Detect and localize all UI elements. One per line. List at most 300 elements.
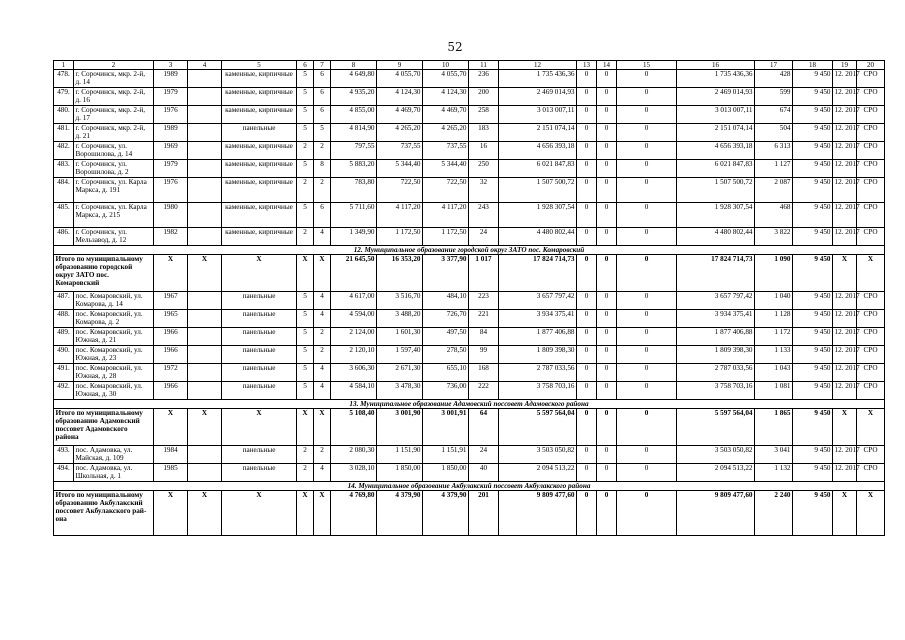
residential-area: 1 172,50 (423, 228, 469, 246)
row-number: 486. (54, 228, 74, 246)
repair-cost: 6 021 847,83 (499, 160, 577, 178)
blank (188, 142, 222, 160)
zero-value: 0 (597, 382, 617, 400)
completion-date: 12. 2017 (833, 203, 857, 228)
repair-cost: 1 507 500,72 (499, 178, 577, 203)
zero-value: 0 (597, 203, 617, 228)
zero-value: 0 (617, 178, 677, 203)
total-area: 4 617,00 (331, 292, 377, 310)
row-number: 479. (54, 88, 74, 106)
zero-value: 0 (577, 310, 597, 328)
completion-date: 12. 2017 (833, 178, 857, 203)
zero-value: 0 (597, 70, 617, 88)
completion-date: 12. 2017 (833, 346, 857, 364)
limit-cost: 9 450 (793, 160, 833, 178)
zero-value: 0 (597, 124, 617, 142)
x-mark: X (833, 255, 857, 292)
x-mark: X (857, 409, 885, 446)
row-number: 494. (54, 464, 74, 482)
repair-cost: 5 597 564,04 (499, 409, 577, 446)
entrances: 4 (314, 228, 331, 246)
limit-cost: 9 450 (793, 464, 833, 482)
wall-material: панельные (222, 310, 297, 328)
residential-area: 726,70 (423, 310, 469, 328)
x-mark: X (297, 409, 314, 446)
table-row (54, 310, 885, 328)
wall-material: каменные, кирпичные (222, 228, 297, 246)
completion-date: 12. 2017 (833, 160, 857, 178)
build-year: 1989 (154, 124, 188, 142)
zero-value: 0 (597, 346, 617, 364)
cost-per-sqm: 1 040 (755, 292, 793, 310)
column-number: 6 (297, 61, 314, 70)
column-number: 4 (188, 61, 222, 70)
zero-value: 0 (617, 228, 677, 246)
row-number: 493. (54, 446, 74, 464)
column-number: 9 (377, 61, 423, 70)
living-area: 1 601,30 (377, 328, 423, 346)
wall-material: каменные, кирпичные (222, 106, 297, 124)
residents: 1 017 (469, 255, 499, 292)
zero-value: 0 (597, 310, 617, 328)
residents: 64 (469, 409, 499, 446)
wall-material: каменные, кирпичные (222, 160, 297, 178)
residential-area: 4 055,70 (423, 70, 469, 88)
address: пос. Комаровский, ул. Южная, д. 23 (74, 346, 154, 364)
zero-value: 0 (577, 464, 597, 482)
address: г. Сорочинск, ул. Ворошилова, д. 2 (74, 160, 154, 178)
total-cost: 1 877 406,88 (677, 328, 755, 346)
zero-value: 0 (617, 106, 677, 124)
floors: 5 (297, 328, 314, 346)
zero-value: 0 (617, 310, 677, 328)
total-area: 4 584,10 (331, 382, 377, 400)
total-area: 5 711,60 (331, 203, 377, 228)
table-row (54, 292, 885, 310)
repair-cost: 17 824 714,73 (499, 255, 577, 292)
repair-cost: 2 151 074,14 (499, 124, 577, 142)
wall-material: панельные (222, 446, 297, 464)
zero-value: 0 (577, 328, 597, 346)
residents: 24 (469, 446, 499, 464)
x-mark: X (154, 255, 188, 292)
column-number: 2 (74, 61, 154, 70)
column-number: 12 (499, 61, 577, 70)
zero-value: 0 (577, 409, 597, 446)
zero-value: 0 (617, 409, 677, 446)
entrances: 6 (314, 203, 331, 228)
build-year: 1967 (154, 292, 188, 310)
floors: 5 (297, 124, 314, 142)
cost-per-sqm: 2 240 (755, 491, 793, 536)
limit-cost: 9 450 (793, 446, 833, 464)
wall-material: панельные (222, 364, 297, 382)
fund-method: СРО (857, 464, 885, 482)
total-area: 5 108,40 (331, 409, 377, 446)
row-number: 489. (54, 328, 74, 346)
residents: 32 (469, 178, 499, 203)
section-total-row (54, 409, 885, 446)
living-area: 4 055,70 (377, 70, 423, 88)
x-mark: X (222, 255, 297, 292)
table-row (54, 70, 885, 88)
zero-value: 0 (577, 70, 597, 88)
cost-per-sqm: 428 (755, 70, 793, 88)
repair-cost: 4 480 802,44 (499, 228, 577, 246)
zero-value: 0 (617, 464, 677, 482)
cost-per-sqm: 1 865 (755, 409, 793, 446)
floors: 5 (297, 346, 314, 364)
build-year: 1966 (154, 382, 188, 400)
build-year: 1966 (154, 328, 188, 346)
completion-date: 12. 2017 (833, 364, 857, 382)
table-row (54, 160, 885, 178)
address: г. Сорочинск, ул. Мельзавод, д. 12 (74, 228, 154, 246)
fund-method: СРО (857, 446, 885, 464)
table-row (54, 346, 885, 364)
limit-cost: 9 450 (793, 292, 833, 310)
residential-area: 4 469,70 (423, 106, 469, 124)
wall-material: каменные, кирпичные (222, 88, 297, 106)
residential-area: 497,50 (423, 328, 469, 346)
completion-date: 12. 2017 (833, 292, 857, 310)
zero-value: 0 (577, 255, 597, 292)
total-area: 4 649,80 (331, 70, 377, 88)
living-area: 5 344,40 (377, 160, 423, 178)
x-mark: X (222, 491, 297, 536)
section-title-row (54, 482, 885, 491)
living-area: 1 151,90 (377, 446, 423, 464)
total-area: 2 120,10 (331, 346, 377, 364)
cost-per-sqm: 1 043 (755, 364, 793, 382)
entrances: 4 (314, 464, 331, 482)
residents: 236 (469, 70, 499, 88)
table-row (54, 328, 885, 346)
x-mark: X (297, 491, 314, 536)
fund-method: СРО (857, 70, 885, 88)
zero-value: 0 (597, 364, 617, 382)
zero-value: 0 (577, 106, 597, 124)
completion-date: 12. 2017 (833, 142, 857, 160)
zero-value: 0 (577, 292, 597, 310)
section-title-row (54, 400, 885, 409)
build-year: 1969 (154, 142, 188, 160)
residents: 223 (469, 292, 499, 310)
cost-per-sqm: 1 132 (755, 464, 793, 482)
cost-per-sqm: 1 090 (755, 255, 793, 292)
zero-value: 0 (617, 124, 677, 142)
completion-date: 12. 2017 (833, 328, 857, 346)
floors: 5 (297, 292, 314, 310)
entrances: 4 (314, 310, 331, 328)
zero-value: 0 (617, 160, 677, 178)
zero-value: 0 (617, 255, 677, 292)
total-cost: 1 809 398,30 (677, 346, 755, 364)
completion-date: 12. 2017 (833, 228, 857, 246)
zero-value: 0 (577, 346, 597, 364)
repair-cost: 9 809 477,60 (499, 491, 577, 536)
row-number: 483. (54, 160, 74, 178)
repair-cost: 2 094 513,22 (499, 464, 577, 482)
zero-value: 0 (597, 142, 617, 160)
zero-value: 0 (577, 228, 597, 246)
zero-value: 0 (597, 446, 617, 464)
zero-value: 0 (577, 160, 597, 178)
table-row (54, 446, 885, 464)
row-number: 490. (54, 346, 74, 364)
entrances: 5 (314, 124, 331, 142)
column-number: 17 (755, 61, 793, 70)
wall-material: панельные (222, 382, 297, 400)
address: г. Сорочинск, ул. Карла Маркса, д. 215 (74, 203, 154, 228)
total-cost: 3 758 703,16 (677, 382, 755, 400)
x-mark: X (188, 255, 222, 292)
residents: 243 (469, 203, 499, 228)
limit-cost: 9 450 (793, 142, 833, 160)
limit-cost: 9 450 (793, 346, 833, 364)
fund-method: СРО (857, 203, 885, 228)
x-mark: X (188, 409, 222, 446)
table-row (54, 382, 885, 400)
residential-area: 3 377,90 (423, 255, 469, 292)
cost-per-sqm: 1 172 (755, 328, 793, 346)
residential-area: 278,50 (423, 346, 469, 364)
address: пос. Адамовка, ул. Майская, д. 109 (74, 446, 154, 464)
floors: 5 (297, 70, 314, 88)
entrances: 6 (314, 70, 331, 88)
living-area: 16 353,20 (377, 255, 423, 292)
column-number: 8 (331, 61, 377, 70)
address: г. Сорочинск, ул. Карла Маркса, д. 191 (74, 178, 154, 203)
zero-value: 0 (577, 203, 597, 228)
fund-method: СРО (857, 382, 885, 400)
blank (188, 124, 222, 142)
total-area: 3 606,30 (331, 364, 377, 382)
address: г. Сорочинск, мкр. 2-й, д. 16 (74, 88, 154, 106)
x-mark: X (297, 255, 314, 292)
table-row (54, 106, 885, 124)
wall-material: каменные, кирпичные (222, 203, 297, 228)
floors: 5 (297, 106, 314, 124)
living-area: 737,55 (377, 142, 423, 160)
cost-per-sqm: 468 (755, 203, 793, 228)
build-year: 1972 (154, 364, 188, 382)
address: пос. Комаровский, ул. Южная, д. 30 (74, 382, 154, 400)
zero-value: 0 (617, 70, 677, 88)
residential-area: 736,00 (423, 382, 469, 400)
limit-cost: 9 450 (793, 88, 833, 106)
x-mark: X (314, 409, 331, 446)
zero-value: 0 (597, 491, 617, 536)
entrances: 6 (314, 88, 331, 106)
cost-per-sqm: 2 087 (755, 178, 793, 203)
floors: 5 (297, 160, 314, 178)
row-number: 487. (54, 292, 74, 310)
living-area: 1 172,50 (377, 228, 423, 246)
blank (188, 310, 222, 328)
limit-cost: 9 450 (793, 178, 833, 203)
total-area: 797,55 (331, 142, 377, 160)
blank (188, 464, 222, 482)
residents: 258 (469, 106, 499, 124)
cost-per-sqm: 1 081 (755, 382, 793, 400)
table-row (54, 124, 885, 142)
build-year: 1979 (154, 88, 188, 106)
living-area: 3 001,90 (377, 409, 423, 446)
repair-cost: 1 735 436,36 (499, 70, 577, 88)
total-cost: 3 013 007,11 (677, 106, 755, 124)
total-area: 4 769,80 (331, 491, 377, 536)
build-year: 1984 (154, 446, 188, 464)
zero-value: 0 (617, 491, 677, 536)
column-number-row (54, 61, 885, 70)
completion-date: 12. 2017 (833, 70, 857, 88)
zero-value: 0 (597, 160, 617, 178)
floors: 2 (297, 464, 314, 482)
residential-area: 484,10 (423, 292, 469, 310)
zero-value: 0 (617, 203, 677, 228)
column-number: 5 (222, 61, 297, 70)
zero-value: 0 (597, 292, 617, 310)
blank (188, 88, 222, 106)
zero-value: 0 (597, 464, 617, 482)
zero-value: 0 (597, 328, 617, 346)
zero-value: 0 (617, 364, 677, 382)
entrances: 2 (314, 178, 331, 203)
completion-date: 12. 2017 (833, 446, 857, 464)
residents: 222 (469, 382, 499, 400)
completion-date: 12. 2017 (833, 464, 857, 482)
x-mark: X (188, 491, 222, 536)
total-cost: 2 151 074,14 (677, 124, 755, 142)
blank (188, 160, 222, 178)
blank (188, 446, 222, 464)
residents: 250 (469, 160, 499, 178)
living-area: 722,50 (377, 178, 423, 203)
total-area: 2 080,30 (331, 446, 377, 464)
repair-cost: 1 928 307,54 (499, 203, 577, 228)
fund-method: СРО (857, 310, 885, 328)
zero-value: 0 (597, 88, 617, 106)
build-year: 1979 (154, 160, 188, 178)
wall-material: каменные, кирпичные (222, 178, 297, 203)
residential-area: 737,55 (423, 142, 469, 160)
build-year: 1989 (154, 70, 188, 88)
limit-cost: 9 450 (793, 310, 833, 328)
column-number: 10 (423, 61, 469, 70)
address: пос. Комаровский, ул. Южная, д. 21 (74, 328, 154, 346)
living-area: 1 597,40 (377, 346, 423, 364)
limit-cost: 9 450 (793, 491, 833, 536)
entrances: 2 (314, 446, 331, 464)
build-year: 1976 (154, 178, 188, 203)
living-area: 1 850,00 (377, 464, 423, 482)
cost-per-sqm: 3 822 (755, 228, 793, 246)
address: пос. Адамовка, ул. Школьная, д. 1 (74, 464, 154, 482)
zero-value: 0 (597, 228, 617, 246)
total-cost: 3 657 797,42 (677, 292, 755, 310)
x-mark: X (833, 491, 857, 536)
fund-method: СРО (857, 142, 885, 160)
page-number: 52 (447, 40, 463, 54)
x-mark: X (314, 255, 331, 292)
completion-date: 12. 2017 (833, 88, 857, 106)
total-cost: 9 809 477,60 (677, 491, 755, 536)
residents: 183 (469, 124, 499, 142)
total-area: 1 349,90 (331, 228, 377, 246)
total-cost: 17 824 714,73 (677, 255, 755, 292)
residential-area: 1 850,00 (423, 464, 469, 482)
limit-cost: 9 450 (793, 409, 833, 446)
entrances: 2 (314, 346, 331, 364)
zero-value: 0 (577, 491, 597, 536)
fund-method: СРО (857, 292, 885, 310)
blank (188, 70, 222, 88)
x-mark: X (857, 491, 885, 536)
row-number: 484. (54, 178, 74, 203)
column-number: 11 (469, 61, 499, 70)
total-cost: 1 507 500,72 (677, 178, 755, 203)
limit-cost: 9 450 (793, 382, 833, 400)
row-number: 491. (54, 364, 74, 382)
column-number: 14 (597, 61, 617, 70)
residents: 168 (469, 364, 499, 382)
completion-date: 12. 2017 (833, 106, 857, 124)
table-row (54, 88, 885, 106)
zero-value: 0 (597, 409, 617, 446)
residents: 24 (469, 228, 499, 246)
section-title: 12. Муниципальное образование городской округ ЗАТО пос. Комаровский (54, 246, 885, 255)
total-area: 5 883,20 (331, 160, 377, 178)
floors: 5 (297, 310, 314, 328)
cost-per-sqm: 1 128 (755, 310, 793, 328)
zero-value: 0 (597, 178, 617, 203)
residential-area: 1 151,91 (423, 446, 469, 464)
total-label: Итого по муниципальному образованию Адамовский поссовет Адамовского района (54, 409, 154, 446)
floors: 5 (297, 88, 314, 106)
x-mark: X (154, 409, 188, 446)
residents: 201 (469, 491, 499, 536)
total-cost: 3 934 375,41 (677, 310, 755, 328)
repair-cost: 2 787 033,56 (499, 364, 577, 382)
total-cost: 2 094 513,22 (677, 464, 755, 482)
address: г. Сорочинск, мкр. 2-й, д. 14 (74, 70, 154, 88)
repair-cost: 1 877 406,88 (499, 328, 577, 346)
table-row (54, 228, 885, 246)
fund-method: СРО (857, 178, 885, 203)
fund-method: СРО (857, 88, 885, 106)
total-cost: 2 469 014,93 (677, 88, 755, 106)
table-row (54, 464, 885, 482)
limit-cost: 9 450 (793, 106, 833, 124)
fund-method: СРО (857, 228, 885, 246)
residents: 16 (469, 142, 499, 160)
entrances: 4 (314, 292, 331, 310)
x-mark: X (222, 409, 297, 446)
build-year: 1982 (154, 228, 188, 246)
zero-value: 0 (617, 382, 677, 400)
total-area: 2 124,00 (331, 328, 377, 346)
floors: 2 (297, 446, 314, 464)
zero-value: 0 (597, 106, 617, 124)
cost-per-sqm: 1 133 (755, 346, 793, 364)
residential-area: 4 265,20 (423, 124, 469, 142)
total-cost: 5 597 564,04 (677, 409, 755, 446)
living-area: 3 516,70 (377, 292, 423, 310)
completion-date: 12. 2017 (833, 382, 857, 400)
zero-value: 0 (617, 446, 677, 464)
x-mark: X (314, 491, 331, 536)
